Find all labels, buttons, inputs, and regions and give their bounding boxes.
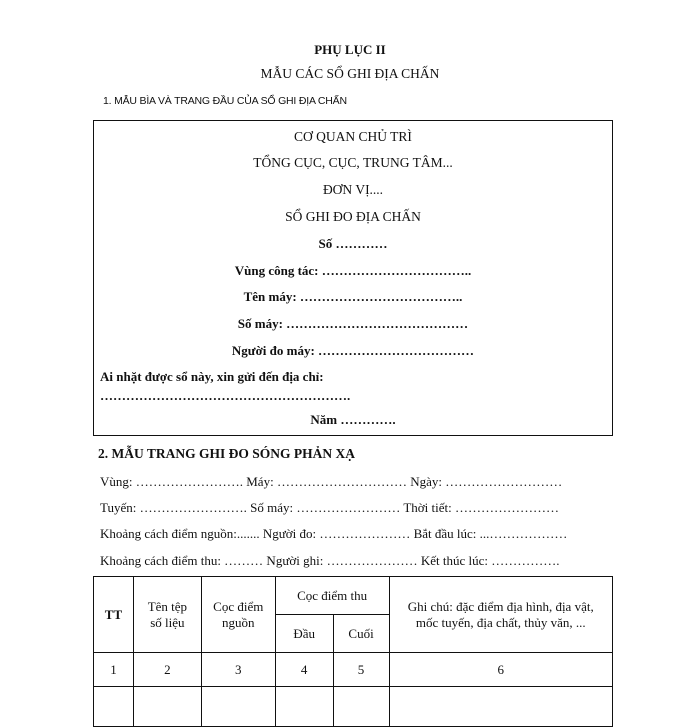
table-cell <box>133 687 201 727</box>
form-row-receiver-distance: Khoảng cách điểm thu: ……… Người ghi: ………………… Kết thúc lúc: ……………. <box>100 553 560 568</box>
cover-unit: ĐƠN VỊ.... <box>322 182 384 197</box>
form-row-source-distance: Khoảng cách điểm nguồn:....... Người đo: ………………… Bắt đầu lúc: ...……………… <box>100 526 568 541</box>
cover-area: Vùng công tác: …………………………….. <box>234 263 472 278</box>
cover-machine-no: Số máy: …………………………………… <box>237 316 469 331</box>
section2-heading: 2. MẪU TRANG GHI ĐO SÓNG PHẢN XẠ <box>98 446 356 461</box>
col-number-3: 3 <box>201 653 275 687</box>
form-row-route: Tuyến: ……………………. Số máy: …………………… Thời tiết: …………………… <box>100 500 559 515</box>
table-cell <box>333 687 389 727</box>
cover-agency: CƠ QUAN CHỦ TRÌ <box>294 129 412 144</box>
cover-finder-note: Ai nhặt được sổ này, xin gửi đến địa chỉ: <box>100 369 324 384</box>
cover-department: TỔNG CỤC, CỤC, TRUNG TÂM... <box>253 155 453 170</box>
appendix-title: PHỤ LỤC II <box>314 42 386 57</box>
col-header-receiver-start: Đầu <box>275 615 333 653</box>
col-header-tt: TT <box>94 577 134 653</box>
col-header-source-stake: Cọc điểm nguồn <box>201 577 275 653</box>
cover-operator: Người đo máy: ……………………………… <box>231 343 475 358</box>
table-cell <box>389 687 613 727</box>
cover-year: Năm …………. <box>310 412 396 427</box>
col-header-receiver-stake: Cọc điểm thu <box>275 577 389 615</box>
col-header-receiver-end: Cuối <box>333 615 389 653</box>
document-subtitle: MẪU CÁC SỔ GHI ĐỊA CHẤN <box>260 66 440 81</box>
table-number-row <box>94 653 613 687</box>
cover-box <box>93 120 613 436</box>
seismic-log-table <box>93 576 613 727</box>
col-number-6: 6 <box>389 653 613 687</box>
cover-address-line: …………………………………………………. <box>100 388 351 403</box>
table-empty-row <box>94 687 613 727</box>
col-number-1: 1 <box>94 653 134 687</box>
table-header-row <box>94 577 613 615</box>
col-header-notes: Ghi chú: đặc điểm địa hình, địa vật, mốc tuyến, địa chất, thủy văn, ... <box>389 577 613 653</box>
cover-book-title: SỔ GHI ĐO ĐỊA CHẤN <box>285 209 421 224</box>
table-cell <box>275 687 333 727</box>
table-cell <box>201 687 275 727</box>
form-row-area: Vùng: ……………………. Máy: ………………………… Ngày: ……………………… <box>100 474 563 489</box>
col-number-4: 4 <box>275 653 333 687</box>
col-number-5: 5 <box>333 653 389 687</box>
col-number-2: 2 <box>133 653 201 687</box>
cover-number: Số ………… <box>318 236 388 251</box>
cover-machine-name: Tên máy: ……………………………….. <box>243 289 463 304</box>
table-cell <box>94 687 134 727</box>
col-header-file-name: Tên tệp số liệu <box>133 577 201 653</box>
section1-heading: 1. MẪU BÌA VÀ TRANG ĐẦU CỦA SỔ GHI ĐỊA CHẤN <box>103 95 347 107</box>
